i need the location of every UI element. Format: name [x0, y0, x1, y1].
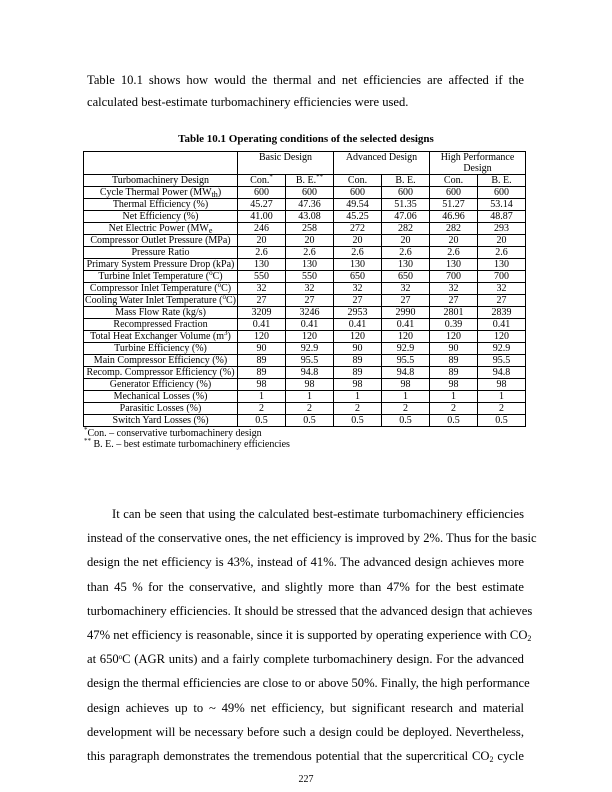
text-run: 47% net efficiency is reasonable, since it is supported by operating experience with CO: [87, 628, 528, 642]
text-run: B. E.: [395, 175, 416, 186]
table-cell: 0.5: [430, 415, 478, 427]
table-cell: 293: [478, 223, 526, 235]
table-cell: 120: [478, 331, 526, 343]
table-cell: 27: [430, 295, 478, 307]
table-cell: 600: [478, 187, 526, 199]
table-cell: 2: [382, 403, 430, 415]
text-line: [87, 580, 524, 594]
table-row: [84, 187, 526, 199]
table-cell: 120: [382, 331, 430, 343]
footnote: [84, 428, 290, 439]
text-run: Mass Flow Rate (kg/s): [115, 307, 206, 318]
text-run: Mechanical Losses (%): [113, 391, 208, 402]
text-run: It can be seen that using the calculated best-estimate turbomachinery efficiencies: [112, 507, 524, 521]
corner-cell: [84, 152, 238, 175]
row-label: [84, 319, 238, 331]
table-cell: 90: [430, 343, 478, 355]
table-cell: 600: [238, 187, 286, 199]
text-line: [87, 725, 524, 739]
table-cell: 120: [238, 331, 286, 343]
row-label: [84, 391, 238, 403]
page-number: 227: [298, 774, 314, 785]
text-run: Con. – conservative turbomachinery design: [87, 428, 262, 439]
table-cell: 120: [286, 331, 334, 343]
table-cell: 0.41: [382, 319, 430, 331]
table-cell: 1: [286, 391, 334, 403]
table-cell: 32: [430, 283, 478, 295]
table-cell: 120: [334, 331, 382, 343]
table-cell: 2839: [478, 307, 526, 319]
table-cell: 32: [286, 283, 334, 295]
table-cell: 600: [430, 187, 478, 199]
row-label: [84, 223, 238, 235]
table-cell: 2: [430, 403, 478, 415]
table-cell: 130: [286, 259, 334, 271]
text-run: C): [226, 295, 237, 306]
table-cell: 45.25: [334, 211, 382, 223]
table-cell: 98: [286, 379, 334, 391]
table-row: [84, 295, 526, 307]
table-row: [84, 283, 526, 295]
table-row: [84, 343, 526, 355]
text-run: design the thermal efficiencies are close to or above 50%. Finally, the high performance: [87, 676, 530, 691]
table-row: [84, 235, 526, 247]
table-cell: 258: [286, 223, 334, 235]
text-run: Net Electric Power (MW: [108, 223, 209, 234]
table-cell: 700: [478, 271, 526, 283]
table-cell: 2.6: [286, 247, 334, 259]
text-run: calculated best-estimate turbomachinery efficiencies were used.: [87, 94, 409, 109]
table-cell: 92.9: [286, 343, 334, 355]
table-cell: 130: [430, 259, 478, 271]
table-cell: 2.6: [430, 247, 478, 259]
table-cell: 0.5: [382, 415, 430, 427]
table-row: [84, 223, 526, 235]
table-cell: 98: [430, 379, 478, 391]
text-run: ): [227, 331, 231, 342]
table-cell: 2: [238, 403, 286, 415]
text-line: [87, 555, 524, 569]
text-run: Parasitic Losses (%): [119, 403, 202, 414]
text-run: B. E. – best estimate turbomachinery efficiencies: [91, 439, 290, 450]
text-run: Con.: [443, 175, 464, 186]
row-label: [84, 235, 238, 247]
table-cell: 0.5: [286, 415, 334, 427]
table-cell: 600: [334, 187, 382, 199]
table-cell: 89: [430, 355, 478, 367]
table-cell: 130: [382, 259, 430, 271]
table-cell: 0.41: [334, 319, 382, 331]
subheader-row: [84, 175, 526, 187]
table-cell: 46.96: [430, 211, 478, 223]
table-cell: 32: [382, 283, 430, 295]
table-cell: 90: [334, 343, 382, 355]
table-cell: 700: [430, 271, 478, 283]
table-row: [84, 319, 526, 331]
row-label: [84, 343, 238, 355]
text-run: Net Efficiency (%): [122, 211, 199, 222]
row-label: [84, 295, 238, 307]
table-cell: 27: [238, 295, 286, 307]
column-header: [334, 175, 382, 187]
text-line: [87, 531, 537, 546]
text-run: Compressor Inlet Temperature (: [89, 283, 218, 294]
superscript: *: [269, 173, 273, 181]
text-line: [87, 95, 524, 109]
row-label: [84, 271, 238, 283]
table-cell: 89: [334, 367, 382, 379]
text-run: development will be necessary before such a design could be deployed. Nevertheless,: [87, 724, 524, 739]
superscript: o: [222, 293, 227, 301]
table-cell: 1: [382, 391, 430, 403]
column-header: [286, 175, 334, 187]
row-label: Turbomachinery Design: [84, 175, 238, 187]
operating-conditions-table: [83, 151, 526, 427]
table-row: [84, 391, 526, 403]
table-cell: 95.5: [382, 355, 430, 367]
table-cell: 98: [478, 379, 526, 391]
table-cell: 0.5: [334, 415, 382, 427]
table-cell: 43.08: [286, 211, 334, 223]
table-cell: 98: [382, 379, 430, 391]
table-cell: 48.87: [478, 211, 526, 223]
table-cell: 3209: [238, 307, 286, 319]
table-cell: 20: [286, 235, 334, 247]
table-row: [84, 331, 526, 343]
table-cell: 650: [334, 271, 382, 283]
table-cell: 32: [478, 283, 526, 295]
table-cell: 20: [334, 235, 382, 247]
superscript: 3: [224, 329, 228, 337]
table-cell: 0.5: [478, 415, 526, 427]
table-cell: 32: [238, 283, 286, 295]
table-row: [84, 199, 526, 211]
table-cell: 3246: [286, 307, 334, 319]
table-cell: 0.39: [430, 319, 478, 331]
text-line: [87, 628, 532, 643]
row-label: [84, 259, 238, 271]
table-cell: 27: [478, 295, 526, 307]
superscript: o: [118, 653, 123, 662]
text-run: this paragraph demonstrates the tremendous potential that the supercritical CO: [87, 749, 490, 763]
text-run: Table 10.1 shows how would the thermal and net efficiencies are affected if the: [87, 73, 524, 87]
text-run: C): [212, 271, 223, 282]
table-footnotes: [84, 428, 290, 450]
table-row: [84, 307, 526, 319]
table-cell: 47.06: [382, 211, 430, 223]
text-run: Recomp. Compressor Efficiency (%): [86, 367, 235, 378]
table-cell: 89: [238, 367, 286, 379]
table-cell: 0.41: [478, 319, 526, 331]
group-header: Advanced Design: [334, 152, 430, 175]
row-label: [84, 247, 238, 259]
table-cell: 27: [334, 295, 382, 307]
text-run: Turbine Inlet Temperature (: [98, 271, 210, 282]
table-row: [84, 415, 526, 427]
group-header: Basic Design: [238, 152, 334, 175]
table-cell: 90: [238, 343, 286, 355]
table-cell: 27: [382, 295, 430, 307]
table-cell: 2953: [334, 307, 382, 319]
table-cell: 92.9: [382, 343, 430, 355]
text-run: Cooling Water Inlet Temperature (: [84, 295, 223, 306]
table-cell: 650: [382, 271, 430, 283]
table-cell: 0.41: [286, 319, 334, 331]
text-run: Cycle Thermal Power (MW: [99, 187, 212, 198]
table-cell: 2990: [382, 307, 430, 319]
table-cell: 130: [238, 259, 286, 271]
table-cell: 0.41: [238, 319, 286, 331]
table-cell: 41.00: [238, 211, 286, 223]
table-cell: 89: [334, 355, 382, 367]
superscript: o: [217, 281, 222, 289]
text-line: [112, 507, 524, 521]
text-run: Primary System Pressure Drop (kPa): [86, 259, 235, 270]
table-cell: 20: [430, 235, 478, 247]
row-label: [84, 379, 238, 391]
text-run: at 650: [87, 652, 119, 667]
text-run: C (AGR units) and a fairly complete turbomachinery design. For the advanced: [122, 652, 524, 667]
table-row: [84, 259, 526, 271]
text-line: [87, 749, 524, 763]
table-row: [84, 211, 526, 223]
table-cell: 550: [286, 271, 334, 283]
row-label: [84, 307, 238, 319]
superscript: *: [84, 426, 88, 434]
footnote: [84, 439, 290, 450]
table-cell: 2: [286, 403, 334, 415]
text-run: Compressor Outlet Pressure (MPa): [90, 235, 231, 246]
table-cell: 2: [478, 403, 526, 415]
superscript: **: [316, 173, 324, 181]
table-cell: 20: [238, 235, 286, 247]
row-label: [84, 199, 238, 211]
text-run: than 45 % for the conservative, and slightly more than 47% for the best estimate: [87, 579, 524, 594]
row-label: [84, 415, 238, 427]
table-cell: 272: [334, 223, 382, 235]
text-run: Switch Yard Losses (%): [112, 415, 209, 426]
table-cell: 2.6: [478, 247, 526, 259]
group-header-row: [84, 152, 526, 175]
row-label: [84, 187, 238, 199]
column-header: [238, 175, 286, 187]
row-label: [84, 367, 238, 379]
subscript: 2: [489, 755, 494, 764]
row-label: [84, 403, 238, 415]
row-label: [84, 355, 238, 367]
table-cell: 92.9: [478, 343, 526, 355]
table-cell: 2.6: [238, 247, 286, 259]
column-header: [478, 175, 526, 187]
text-run: Thermal Efficiency (%): [112, 199, 209, 210]
text-line: [87, 652, 524, 666]
table-cell: 1: [334, 391, 382, 403]
table-cell: 2: [334, 403, 382, 415]
table-cell: 1: [238, 391, 286, 403]
text-line: [87, 676, 530, 691]
table-cell: 47.36: [286, 199, 334, 211]
row-label: [84, 331, 238, 343]
table-cell: 94.8: [382, 367, 430, 379]
table-cell: 130: [478, 259, 526, 271]
row-label: [84, 283, 238, 295]
table-cell: 95.5: [286, 355, 334, 367]
column-header: [430, 175, 478, 187]
group-header: High Performance Design: [430, 152, 526, 175]
text-run: B. E.: [491, 175, 512, 186]
table-row: [84, 355, 526, 367]
table-cell: 20: [382, 235, 430, 247]
text-line: [87, 701, 524, 715]
table-cell: 600: [286, 187, 334, 199]
table-cell: 49.54: [334, 199, 382, 211]
table-cell: 89: [430, 367, 478, 379]
table-cell: 98: [238, 379, 286, 391]
superscript: **: [84, 437, 91, 445]
table-cell: 550: [238, 271, 286, 283]
text-line: [87, 603, 533, 618]
text-run: B. E.: [295, 175, 317, 186]
table-cell: 1: [430, 391, 478, 403]
table-cell: 282: [430, 223, 478, 235]
column-header: [382, 175, 430, 187]
table-cell: 94.8: [478, 367, 526, 379]
table-row: [84, 403, 526, 415]
table-cell: 1: [478, 391, 526, 403]
table-cell: 0.5: [238, 415, 286, 427]
subscript: e: [208, 226, 213, 235]
table-cell: 2.6: [334, 247, 382, 259]
table-cell: 2801: [430, 307, 478, 319]
text-run: Total Heat Exchanger Volume (m: [90, 331, 225, 342]
table-cell: 130: [334, 259, 382, 271]
text-run: C): [221, 283, 232, 294]
table-row: [84, 271, 526, 283]
table-cell: 89: [238, 355, 286, 367]
text-run: Generator Efficiency (%): [109, 379, 212, 390]
subscript: th: [211, 190, 218, 199]
table-row: [84, 367, 526, 379]
text-run: Turbine Efficiency (%): [114, 343, 207, 354]
superscript: o: [209, 269, 213, 277]
subscript: 2: [527, 634, 532, 643]
table-row: [84, 379, 526, 391]
row-label: [84, 211, 238, 223]
table-cell: 51.27: [430, 199, 478, 211]
text-run: design the net efficiency is 43%, instead of 41%. The advanced design achieves more: [87, 555, 524, 570]
table-cell: 94.8: [286, 367, 334, 379]
table-cell: 98: [334, 379, 382, 391]
text-run: Recompressed Fraction: [113, 319, 208, 330]
table-cell: 95.5: [478, 355, 526, 367]
table-cell: 282: [382, 223, 430, 235]
text-run: instead of the conservative ones, the net efficiency is improved by 2%. Thus for the basic: [87, 531, 537, 546]
text-run: Pressure Ratio: [131, 247, 190, 258]
table-cell: 27: [286, 295, 334, 307]
table-cell: 32: [334, 283, 382, 295]
table-cell: 600: [382, 187, 430, 199]
table-cell: 45.27: [238, 199, 286, 211]
table-cell: 20: [478, 235, 526, 247]
table-cell: 2.6: [382, 247, 430, 259]
table-cell: 53.14: [478, 199, 526, 211]
table-cell: 51.35: [382, 199, 430, 211]
table-cell: 246: [238, 223, 286, 235]
table-title: Table 10.1 Operating conditions of the selected designs: [178, 133, 434, 145]
text-run: design achieves up to ~ 49% net efficiency, but significant research and material: [87, 700, 524, 715]
text-run: cycle: [493, 749, 524, 763]
text-run: turbomachinery efficiencies. It should be stressed that the advanced design that achieves: [87, 603, 533, 618]
table-row: [84, 247, 526, 259]
text-run: Con.: [250, 175, 270, 186]
text-line: [87, 73, 524, 87]
text-run: ): [217, 187, 222, 198]
text-run: Con.: [347, 175, 368, 186]
table-cell: 120: [430, 331, 478, 343]
text-run: Main Compressor Efficiency (%): [93, 355, 228, 366]
